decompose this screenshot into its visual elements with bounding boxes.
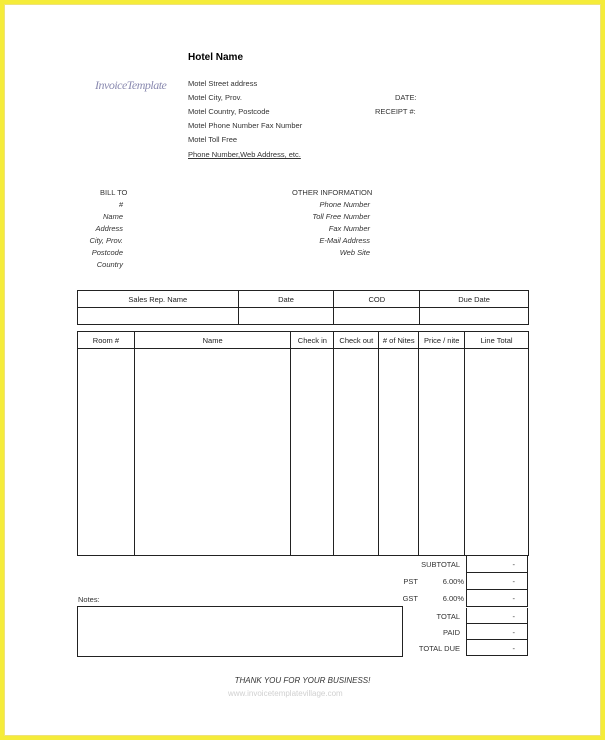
total-label: TOTAL bbox=[436, 612, 460, 621]
hotel-street-address: Motel Street address bbox=[188, 79, 258, 88]
room-number-column[interactable] bbox=[78, 349, 135, 556]
guest-name-header: Name bbox=[134, 332, 291, 349]
room-number-header: Room # bbox=[78, 332, 135, 349]
total-due-value[interactable]: - bbox=[466, 640, 528, 656]
check-in-header: Check in bbox=[291, 332, 334, 349]
gst-rate: 6.00% bbox=[442, 594, 464, 603]
items-table-body bbox=[78, 349, 529, 556]
bill-to-number: # bbox=[118, 200, 123, 209]
subtotal-label: SUBTOTAL bbox=[421, 560, 460, 569]
hotel-toll-free: Motel Toll Free bbox=[188, 135, 238, 144]
notes-label: Notes: bbox=[78, 595, 100, 604]
hotel-city-prov: Motel City, Prov. bbox=[188, 93, 242, 102]
items-table bbox=[77, 331, 529, 556]
bill-to-country: Country bbox=[96, 260, 123, 269]
guest-name-column[interactable] bbox=[134, 349, 291, 556]
sales-date-header: Date bbox=[238, 291, 334, 308]
sales-date-cell[interactable] bbox=[238, 308, 334, 325]
gst-label: GST bbox=[402, 594, 418, 603]
receipt-label: RECEIPT #: bbox=[375, 107, 416, 116]
paid-value[interactable]: - bbox=[466, 624, 528, 640]
check-out-header: Check out bbox=[334, 332, 379, 349]
bill-to-postcode: Postcode bbox=[91, 248, 123, 257]
thank-you-message: THANK YOU FOR YOUR BUSINESS! bbox=[234, 676, 371, 685]
bill-to-city-prov: City, Prov. bbox=[89, 236, 123, 245]
check-in-column[interactable] bbox=[291, 349, 334, 556]
bill-to-address: Address bbox=[95, 224, 123, 233]
check-out-column[interactable] bbox=[334, 349, 379, 556]
gst-value[interactable]: - bbox=[466, 590, 528, 607]
notes-box[interactable] bbox=[77, 606, 403, 657]
total-value[interactable]: - bbox=[466, 608, 528, 624]
subtotal-value[interactable]: - bbox=[466, 556, 528, 573]
sales-cod-header: COD bbox=[334, 291, 420, 308]
total-due-label: TOTAL DUE bbox=[418, 644, 460, 653]
line-total-column[interactable] bbox=[465, 349, 529, 556]
price-per-nite-column[interactable] bbox=[419, 349, 465, 556]
bill-to-name: Name bbox=[102, 212, 123, 221]
paid-label: PAID bbox=[443, 628, 460, 637]
other-info-phone: Phone Number bbox=[319, 200, 370, 209]
items-table-header-row bbox=[78, 332, 529, 349]
pst-value[interactable]: - bbox=[466, 573, 528, 590]
sales-table-row bbox=[78, 308, 529, 325]
nites-column[interactable] bbox=[379, 349, 419, 556]
company-logo: InvoiceTemplate bbox=[95, 78, 167, 92]
other-info-heading: OTHER INFORMATION bbox=[292, 188, 373, 197]
hotel-country-postcode: Motel Country, Postcode bbox=[188, 107, 270, 116]
nites-header: # of Nites bbox=[379, 332, 419, 349]
pst-rate: 6.00% bbox=[442, 577, 464, 586]
sales-rep-cell[interactable] bbox=[78, 308, 239, 325]
pst-label: PST bbox=[403, 577, 418, 586]
price-per-nite-header: Price / nite bbox=[419, 332, 465, 349]
other-info-fax: Fax Number bbox=[328, 224, 370, 233]
sales-rep-header: Sales Rep. Name bbox=[78, 291, 239, 308]
other-info-website: Web Site bbox=[339, 248, 370, 257]
sales-due-date-cell[interactable] bbox=[420, 308, 529, 325]
other-info-toll-free: Toll Free Number bbox=[312, 212, 370, 221]
sales-table-header-row bbox=[78, 291, 529, 308]
watermark: www.invoicetemplatevillage.com bbox=[228, 689, 343, 698]
hotel-name: Hotel Name bbox=[188, 52, 244, 63]
hotel-web-address: Phone Number,Web Address, etc. bbox=[188, 150, 301, 159]
date-label: DATE: bbox=[395, 93, 417, 102]
sales-cod-cell[interactable] bbox=[334, 308, 420, 325]
sales-table bbox=[77, 290, 529, 325]
bill-to-heading: BILL TO bbox=[100, 188, 128, 197]
line-total-header: Line Total bbox=[465, 332, 529, 349]
hotel-phone-fax: Motel Phone Number Fax Number bbox=[188, 121, 303, 130]
sales-due-date-header: Due Date bbox=[420, 291, 529, 308]
other-info-email: E-Mail Address bbox=[319, 236, 370, 245]
